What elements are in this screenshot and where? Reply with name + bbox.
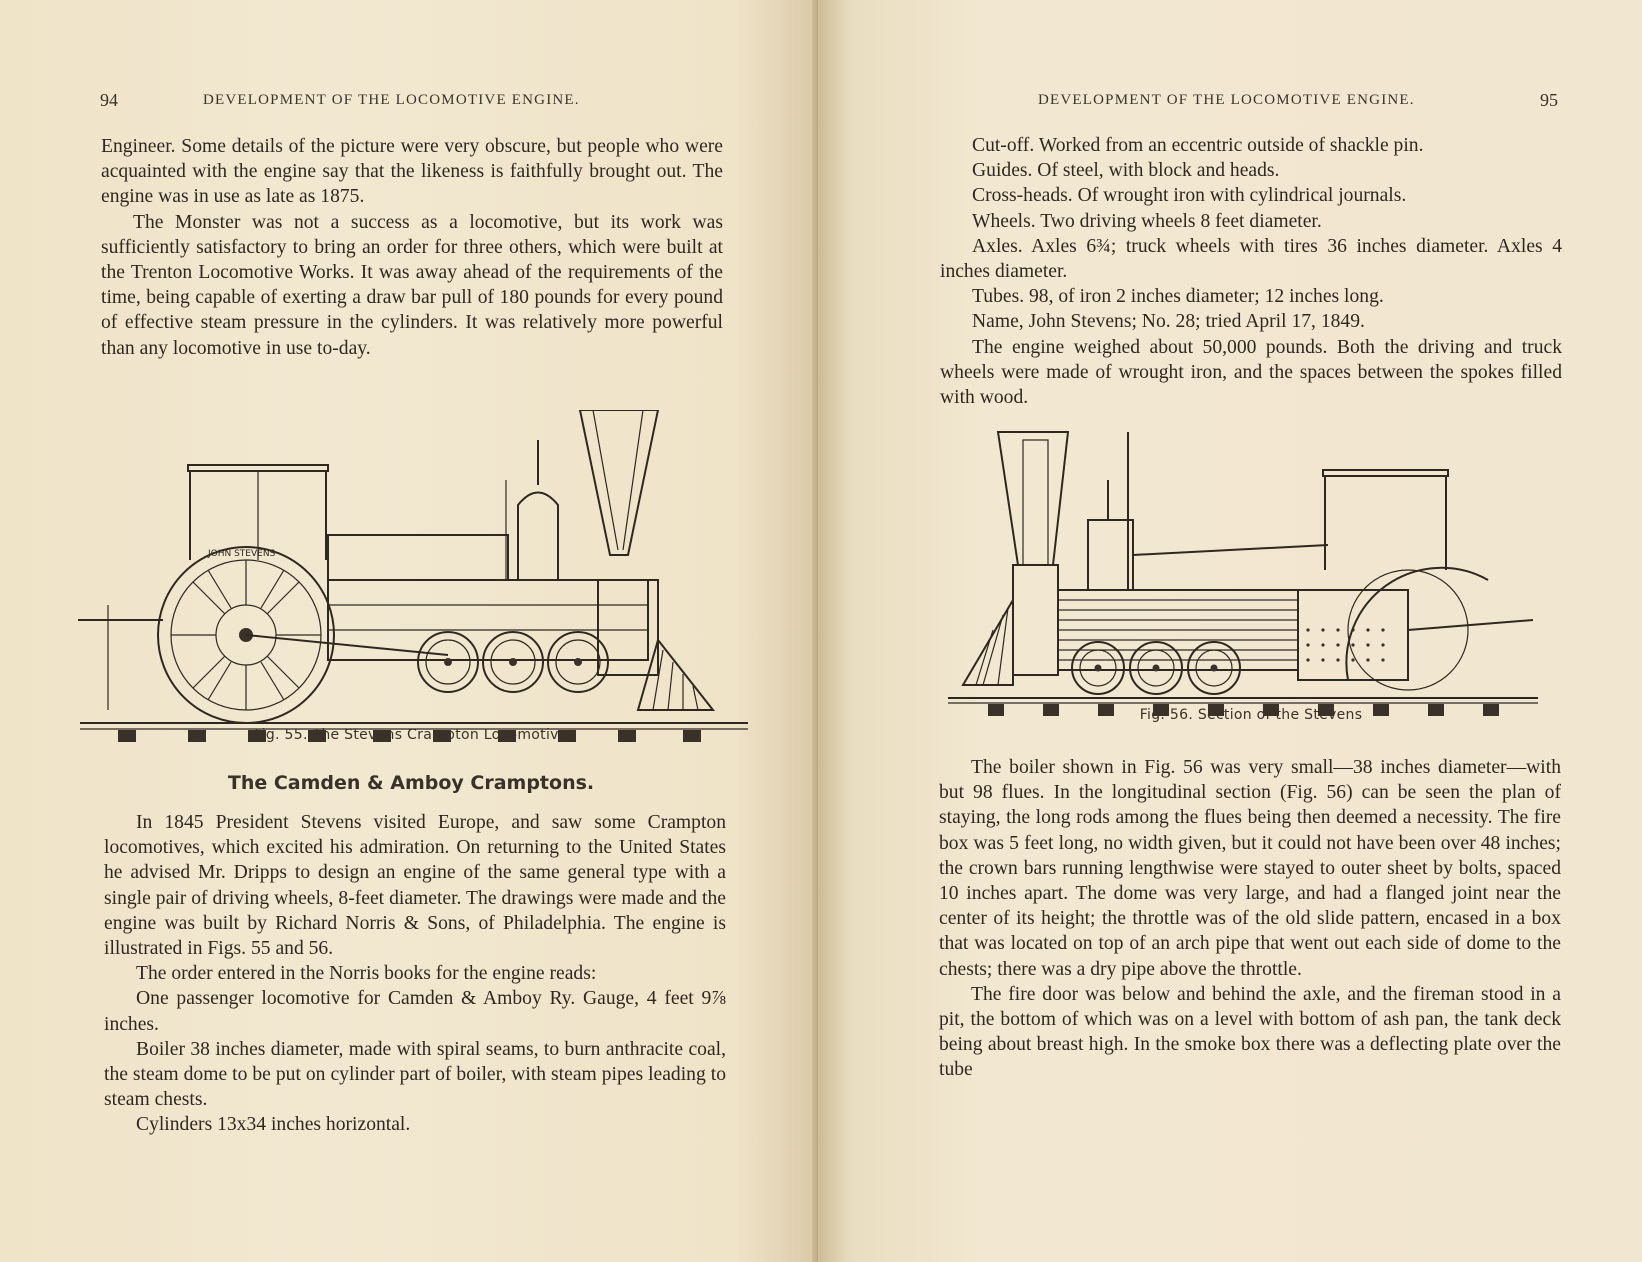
paragraph: The Monster was not a success as a locomotive, but its work was sufficiently satisfactory to bring an order for three others, which were built at the Trenton Locomotive Works. It was away ahead of the requirements of the time, being capable of exerting a draw bar pull of 180 pounds for every pound of effective steam pressure in the cylinders. It was relatively more powerful than any locomotive in use to-day. [101,211,723,359]
paragraph: Engineer. Some details of the picture were very obscure, but people who were acquainted with the engine say that the likeness is faithfully brought out. The engine was in use as late as 1875. [101,136,723,208]
section-heading: The Camden & Amboy Cramptons. [227,772,595,794]
right-page [818,0,1642,1262]
paragraph: Axles. Axles 6¾; truck wheels with tires 36 inches diameter. Axles 4 inches diameter. [940,235,1562,283]
paragraph: Boiler 38 inches diameter, made with spiral seams, to burn anthracite coal, the steam dome to be put on cylinder part of boiler, with steam pipes leading to steam chests. [104,1038,726,1111]
paragraph: The engine weighed about 50,000 pounds. Both the driving and truck wheels were made of wrought iron, and the spaces between the spokes filled with wood. [940,336,1562,409]
paragraph: Tubes. 98, of iron 2 inches diameter; 12 inches long. [972,286,1384,308]
figure-caption-55: Fig. 55. The Stevens Crampton Locomotive [254,727,568,743]
page-number-left: 94 [100,90,118,110]
page-number-right: 95 [1540,90,1558,110]
left-top-text [101,134,723,361]
right-bottom-text [939,755,1561,1083]
paragraph: The boiler shown in Fig. 56 was very small—38 inches diameter—with but 98 flues. In the longitudinal section (Fig. 56) can be seen the plan of staying, the long rods among the flues being then deemed a necessity. The fire box was 5 feet long, no width given, but it could not have been over 48 inches; the crown bars running lengthwise were stayed to outer sheet by bolts, spaced 10 inches apart. The dome was very large, and had a flanged joint near the center of its height; the throttle was of the old slide pattern, encased in a box that was located on top of an arch pipe that went out each side of dome to the chests; there was a dry pipe above the throttle. [939,757,1561,980]
paragraph: In 1845 President Stevens visited Europe, and saw some Crampton locomotives, which excited his admiration. On returning to the United States he advised Mr. Dripps to design an engine of the same general type with a single pair of driving wheels, 8-feet diameter. The drawings were made and the engine was built by Richard Norris & Sons, of Philadelphia. The engine is illustrated in Figs. 55 and 56. [104,812,726,960]
paragraph: Guides. Of steel, with block and heads. [972,160,1280,182]
figure-caption-56: Fig. 56. Section of the Stevens [1139,707,1363,723]
paragraph: Cut-off. Worked from an eccentric outside of shackle pin. [972,135,1424,156]
paragraph: Name, John Stevens; No. 28; tried April 17, 1849. [972,311,1365,333]
fig56-section-illustration [948,430,1548,725]
paragraph: The fire door was below and behind the axle, and the fireman stood in a pit, the bottom of which was on a level with bottom of ash pan, the tank deck being about breast high. In the smoke box there was a deflecting plate over the tube [939,983,1561,1081]
paragraph: Cross-heads. Of wrought iron with cylindrical journals. [972,185,1407,207]
fig55-locomotive-illustration [78,410,750,750]
paragraph: Wheels. Two driving wheels 8 feet diameter. [972,210,1322,232]
left-page [0,0,818,1262]
running-head-left: DEVELOPMENT OF THE LOCOMOTIVE ENGINE. [203,92,580,108]
paragraph: The order entered in the Norris books for the engine reads: [136,963,597,985]
wheel-lettering: JOHN STEVENS [208,549,276,559]
paragraph: Cylinders 13x34 inches horizontal. [136,1114,411,1136]
left-bottom-text [104,810,726,1138]
right-top-text [940,133,1562,410]
running-head-right: DEVELOPMENT OF THE LOCOMOTIVE ENGINE. [1038,92,1415,108]
paragraph: One passenger locomotive for Camden & Amboy Ry. Gauge, 4 feet 9⅞ inches. [104,988,726,1035]
